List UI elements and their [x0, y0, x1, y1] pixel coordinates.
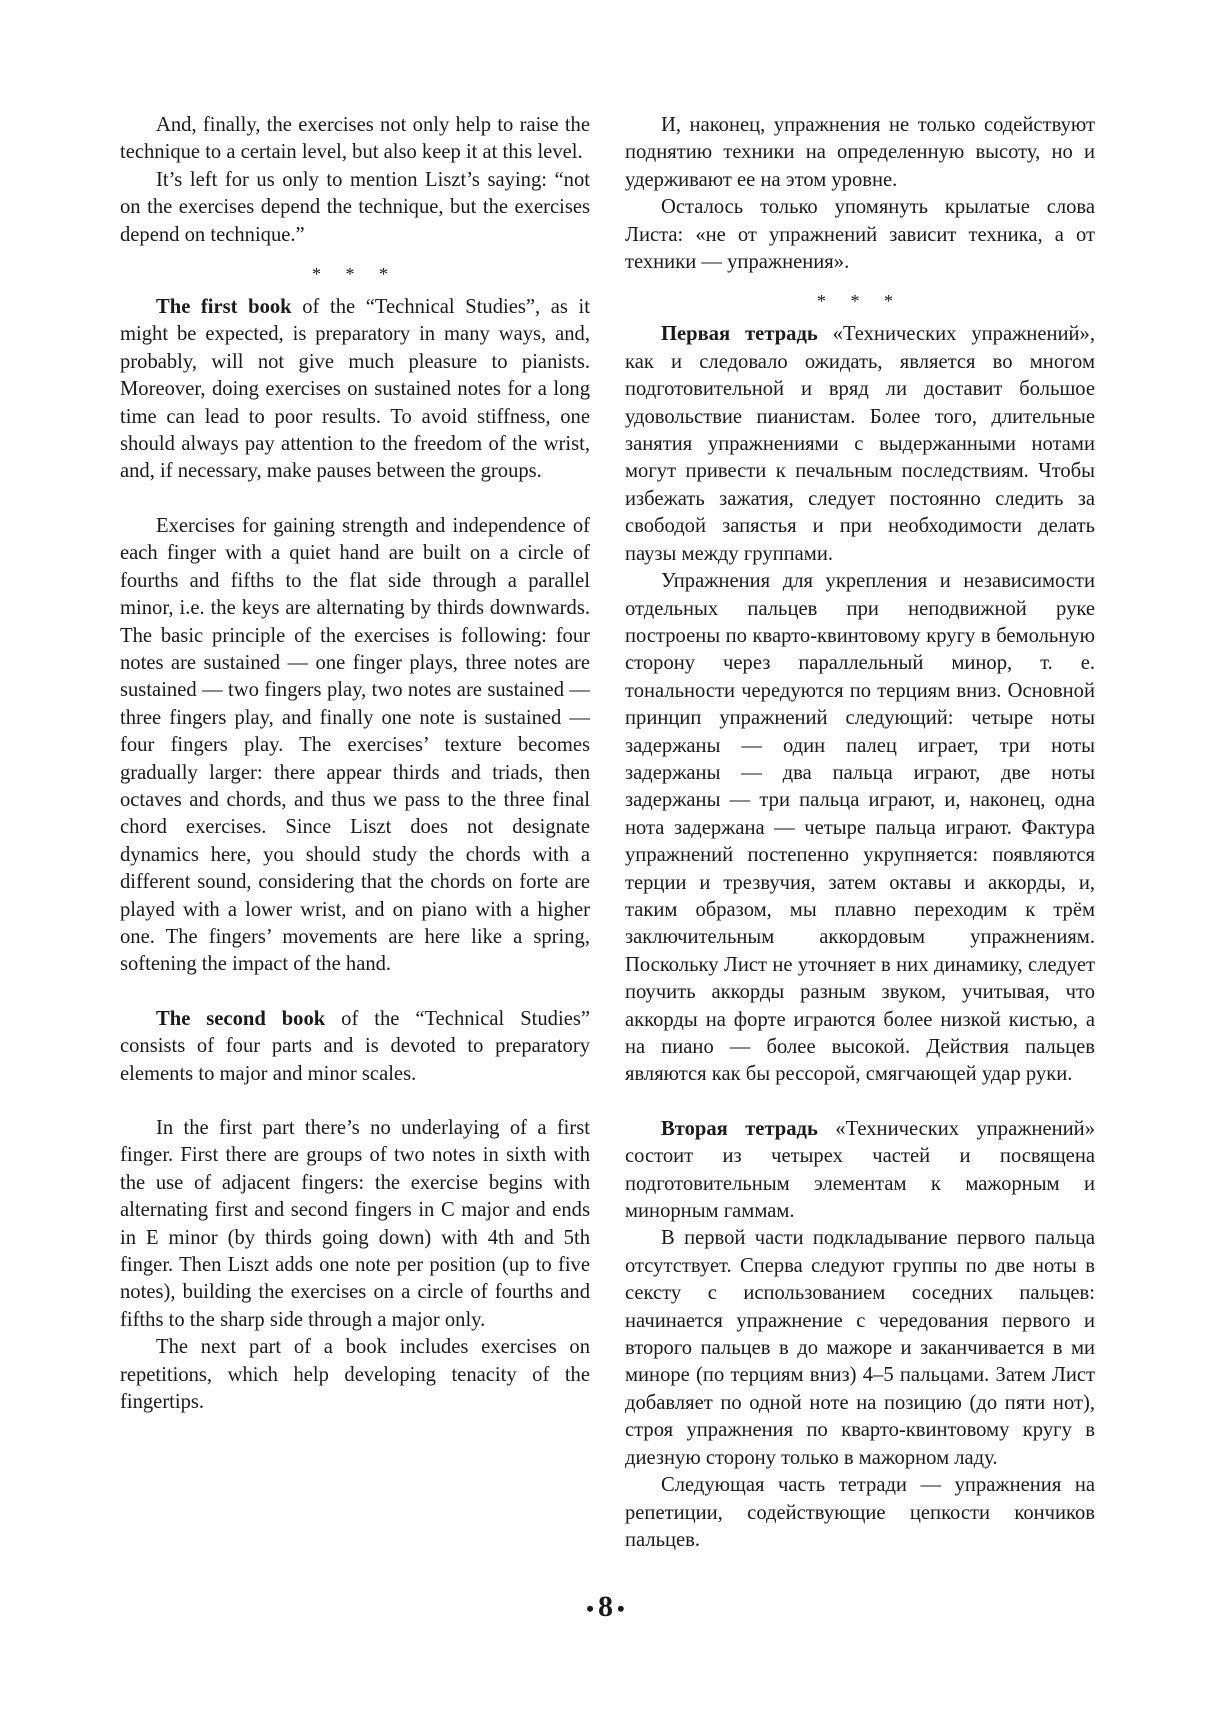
english-intro-paragraph-1: And, finally, the exercises not only help to raise the technique to a certain level, but also keep it at this level.: [120, 114, 590, 164]
russian-exercises-paragraph: Упражнения для укрепления и независимости отдельных пальцев при неподвижной руке построены по кварто-квинтовому кругу в бемольную сторону через параллельный минор, т. е. тональности чередуются по терциям вниз. Основной принцип упражнений следующий: четыре ноты задержаны — один палец играет, три ноты задержаны — два пальца играют, две ноты задержаны — три пальца играют, и, наконец, одна нота задержана — четыре пальца играют. Фактура упражнений постепенно укрупняется: появляются терции и трезвучия, затем октавы и аккорды, и, таким образом, мы плавно переходим к трём заключительным аккордовым упражнениям. Поскольку Лист не уточняет в них динамику, следует поучить аккорды разным звуком, учитывая, что аккорды на форте играются более низкой кистью, а на пиано — более высокой. Действия пальцев являются как бы рессорой, смягчающей удар руки.: [625, 570, 1095, 1086]
english-column: [120, 112, 590, 1416]
english-second-book-paragraph: [120, 1006, 590, 1088]
russian-column: [625, 112, 1095, 1554]
english-second-book-text: of the “Technical Studies” consists of four parts and is devoted to preparatory elements to major and minor scales.: [120, 1007, 590, 1085]
english-next-part-paragraph: The next part of a book includes exercises on repetitions, which help developing tenacity of the fingertips.: [120, 1336, 590, 1414]
bullet-left-icon: •: [586, 1596, 594, 1622]
page-number: [0, 1590, 1211, 1626]
page-number-value: 8: [598, 1590, 613, 1623]
russian-intro-paragraph-2: Осталось только упомянуть крылатые слова Листа: «не от упражнений зависит техника, а от техники — упражнения».: [625, 196, 1095, 274]
russian-first-book-text: «Технических упражнений», как и следовало ожидать, является во многом подготовительной и вряд ли доставит большое удовольствие пианистам. Более того, длительные занятия упражнениями с выдержанными нотами могут привести к печальным последствиям. Чтобы избежать зажатия, следует постоянно следить за свободой запястья и при необходимости делать паузы между группами.: [625, 323, 1095, 565]
russian-intro-paragraph-1: И, наконец, упражнения не только содействуют поднятию техники на определенную высоту, но и удерживают ее на этом уровне.: [625, 114, 1095, 191]
section-separator: * * *: [312, 264, 398, 285]
russian-first-part-paragraph: В первой части подкладывание первого пальца отсутствует. Сперва следуют группы по две ноты в сексту с использованием соседних пальцев: начинается упражнение с чередования первого и второго пальцев в до мажоре и заканчивается в ми миноре (по терциям вниз) 4–5 пальцами. Затем Лист добавляет по одной ноте на позицию (до пяти нот), строя упражнения по кварто-квинтовому кругу в диезную сторону только в мажорном ладу.: [625, 1227, 1095, 1469]
russian-second-book-text: «Технических упражнений» состоит из четырех частей и посвящена подготовительным элементам к мажорным и минорным гаммам.: [625, 1117, 1095, 1223]
russian-second-book-heading: Вторая тетрадь: [661, 1117, 818, 1140]
english-first-book-heading: The first book: [156, 296, 292, 319]
bullet-right-icon: •: [617, 1596, 625, 1622]
english-first-book-text: of the “Technical Studies”, as it might be expected, is preparatory in many ways, and, probably, will not give much pleasure to pianists. Moreover, doing exercises on sustained notes for a long time can lead to poor results. To avoid stiffness, one should always pay attention to the freedom of the wrist, and, if necessary, make pauses between the groups.: [120, 296, 590, 483]
russian-first-book-paragraph: [625, 321, 1095, 568]
english-exercises-paragraph: Exercises for gaining strength and independence of each finger with a quiet hand are built on a circle of fourths and fifths to the flat side through a parallel minor, i.e. the keys are alternating by thirds downwards. The basic principle of the exercises is following: four notes are sustained — one finger plays, three notes are sustained — two fingers play, two notes are sustained — three fingers play, and finally one note is sustained — four fingers play. The exercises’ texture becomes gradually larger: there appear thirds and triads, then octaves and chords, and thus we pass to the three final chord exercises. Since Liszt does not designate dynamics here, you should study the chords with a different sound, considering that the chords on forte are played with a lower wrist, and on piano with a higher one. The fingers’ movements are here like a spring, softening the impact of the hand.: [120, 514, 590, 976]
english-first-part-paragraph: In the first part there’s no underlaying of a first finger. First there are groups of two notes in sixth with the use of adjacent fingers: the exercise begins with alternating first and second fingers in C major and ends in E minor (by thirds going down) with 4th and 5th finger. Then Liszt adds one note per position (up to five notes), building the exercises on a circle of fourths and fifths to the sharp side through a major only.: [120, 1117, 590, 1331]
russian-next-part-paragraph: Следующая часть тетради — упражнения на репетиции, содействующие цепкости кончиков пальцев.: [625, 1474, 1095, 1551]
section-separator: * * *: [817, 291, 903, 312]
russian-first-book-heading: Первая тетрадь: [661, 323, 818, 346]
english-second-book-heading: The second book: [156, 1007, 326, 1030]
russian-second-book-paragraph: [625, 1116, 1095, 1226]
english-intro-paragraph-2: It’s left for us only to mention Liszt’s saying: “not on the exercises depend the technique, but the exercises depend on technique.”: [120, 168, 590, 246]
english-first-book-paragraph: [120, 294, 590, 486]
